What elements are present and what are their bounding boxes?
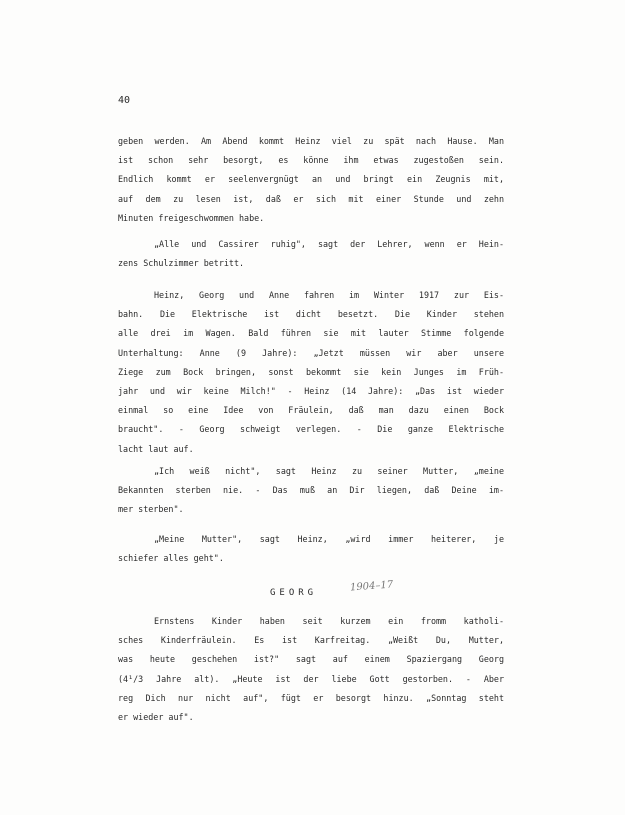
text-line: Heinz, Georg und Anne fahren im Winter 1917 zur Eis- — [154, 290, 504, 300]
text-line: (4¹/3 Jahre alt). „Heute ist der liebe Gott gestorben. - Aber — [118, 673, 504, 684]
paragraph — [118, 132, 504, 228]
text-line: „Meine Mutter", sagt Heinz, „wird immer heiterer, je — [154, 534, 504, 544]
text-line: was heute geschehen ist?" sagt auf einem Spaziergang Georg — [118, 654, 504, 665]
text-line: Endlich kommt er seelenvergnügt an und bringt ein Zeugnis mit, — [118, 174, 504, 185]
text-line: bahn. Die Elektrische ist dicht besetzt. Die Kinder stehen — [118, 309, 504, 320]
handwritten-date-note: 1904–17 — [349, 579, 394, 594]
text-line: er wieder auf". — [118, 712, 194, 723]
text-line: reg Dich nur nicht auf", fügt er besorgt hinzu. „Sonntag steht — [118, 692, 504, 703]
text-line: mer sterben". — [118, 504, 184, 515]
paragraph — [118, 462, 504, 520]
paragraph — [118, 286, 504, 459]
text-line: jahr und wir keine Milch!" - Heinz (14 Jahre): „Das ist wieder — [118, 386, 504, 397]
text-line: lacht laut auf. — [118, 443, 194, 454]
paragraph — [118, 530, 504, 568]
text-line: schiefer alles geht". — [118, 553, 224, 564]
text-line: Ernstens Kinder haben seit kurzem ein fromm katholi- — [154, 616, 504, 626]
text-line: ist schon sehr besorgt, es könne ihm etwas zugestoßen sein. — [118, 155, 504, 166]
text-line: alle drei im Wagen. Bald führen sie mit lauter Stimme folgende — [118, 328, 504, 339]
text-line: Minuten freigeschwommen habe. — [118, 212, 265, 223]
text-line: Bekannten sterben nie. - Das muß an Dir liegen, daß Deine im- — [118, 485, 504, 496]
text-line: Unterhaltung: Anne (9 Jahre): „Jetzt müssen wir aber unsere — [118, 347, 504, 358]
text-line: sches Kinderfräulein. Es ist Karfreitag. „Weißt Du, Mutter, — [118, 635, 504, 646]
text-line: „Ich weiß nicht", sagt Heinz zu seiner Mutter, „meine — [154, 466, 504, 476]
section-heading-georg: GEORG — [270, 588, 318, 598]
text-line: „Alle und Cassirer ruhig", sagt der Lehrer, wenn er Hein- — [154, 239, 504, 249]
text-line: braucht". - Georg schweigt verlegen. - Die ganze Elektrische — [118, 424, 504, 435]
text-line: auf dem zu lesen ist, daß er sich mit einer Stunde und zehn — [118, 193, 504, 204]
paragraph — [118, 235, 504, 273]
text-line: geben werden. Am Abend kommt Heinz viel zu spät nach Hause. Man — [118, 136, 504, 146]
paragraph — [118, 612, 504, 727]
text-line: Ziege zum Bock bringen, sonst bekommt sie kein Junges im Früh- — [118, 366, 504, 377]
text-line: zens Schulzimmer betritt. — [118, 258, 245, 269]
text-line: einmal so eine Idee von Fräulein, daß man dazu einen Bock — [118, 405, 504, 416]
page-number: 40 — [118, 95, 131, 106]
